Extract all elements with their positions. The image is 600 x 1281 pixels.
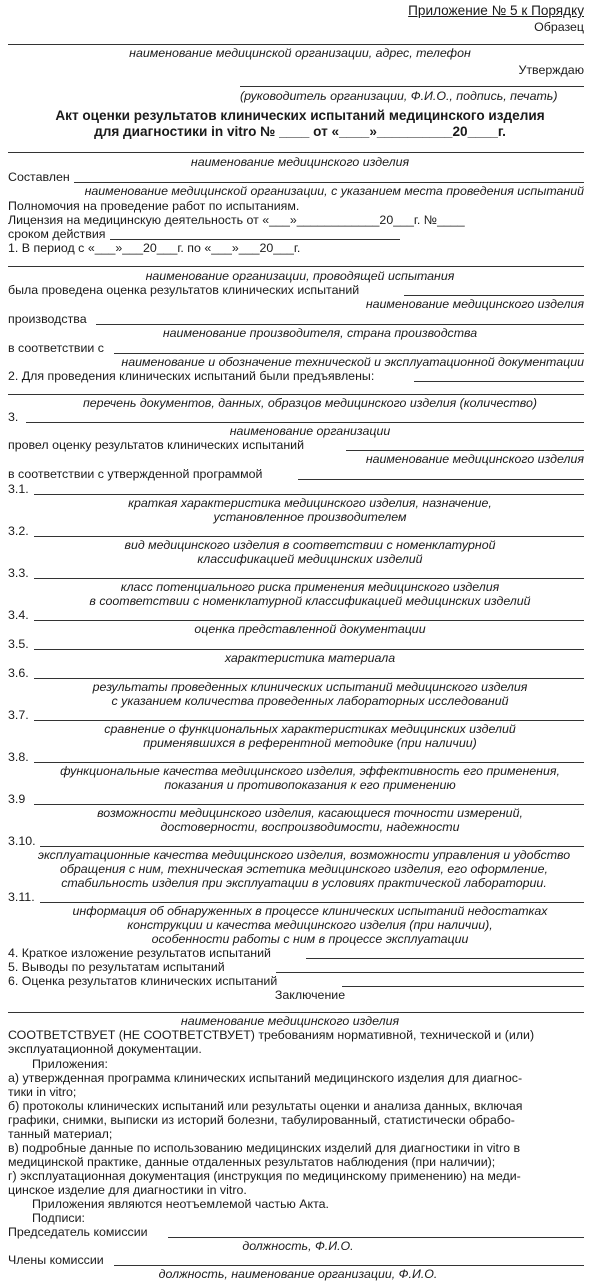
section-3-4-label: 3.4. [8,608,29,622]
attachment-a-2: тики in vitro; [8,1085,77,1099]
complies-text-2: эксплуатационной документации. [8,1042,202,1056]
section-3-11-caption-3: особенности работы с ним в процессе эксплуатации [151,932,469,946]
item-6-text: 6. Оценка результатов клинических испытаний [8,974,278,988]
head-caption: (руководитель организации, Ф.И.О., подпись, печать) [240,89,558,103]
section-3-2-label: 3.2. [8,524,29,538]
section-3-3-caption-2: в соответствии с номенклатурной классификацией медицинских изделий [89,594,531,608]
section-3-4-caption: оценка представленной документации [194,622,426,636]
conclusion-heading: Заключение [274,988,346,1002]
approve-label: Утверждаю [518,63,584,77]
according-label: в соответствии с [8,341,104,355]
section-3-8-caption-2: показания и противопоказания к его применению [164,778,456,792]
attachment-v: в) подробные данные по использованию медицинских изделий для диагностики in vitro в [8,1141,521,1155]
section-3-2-line [34,536,584,537]
section-3-9-line [34,804,584,805]
section-3-5-line [34,649,584,650]
production-label: производства [8,312,87,326]
section-3-3-label: 3.3. [8,566,29,580]
item-2-text: 2. Для проведения клинических испытаний были предъявлены: [8,369,375,383]
item-4-line [306,958,584,959]
section-3-8-caption: функциональные качества медицинского изделия, эффективность его применения, [60,764,560,778]
attachment-g-2: цинское изделие для диагностики in vitro. [8,1183,247,1197]
signatures-heading: Подписи: [32,1211,85,1225]
section-3-5-label: 3.5. [8,637,29,651]
item-1-text: 1. В период с «___»___20___г. по «___»___20___г. [8,241,301,255]
chairman-line [168,1237,584,1238]
validity-label: сроком действия [8,227,106,241]
production-line [96,324,584,325]
conclusion-caption: наименование медицинского изделия [180,1014,400,1028]
validity-line [110,239,400,240]
conducted-text: провел оценку результатов клинических испытаний [8,438,305,452]
section-3-6-caption: результаты проведенных клинических испытаний медицинского изделия [92,680,528,694]
tech-docs-caption: наименование и обозначение технической и эксплуатационной документации [121,355,584,369]
section-3-10-caption-3: стабильность изделия при эксплуатации в условиях практической лаборатории. [61,876,547,890]
item-6-line [342,986,584,987]
document-title-number: для диагностики in vitro № ____ от «____»__________20____г. [94,124,506,139]
item-1-line [8,266,584,267]
section-3-9-caption: возможности медицинского изделия, касающиеся точности измерений, [97,806,523,820]
item-4-text: 4. Краткое изложение результатов испытаний [8,946,271,960]
section-3-11-label: 3.11. [8,890,35,904]
section-3-7-caption: сравнение о функциональных характеристиках медицинских изделий [104,722,516,736]
section-3-11-line [40,902,584,903]
org-line [8,44,584,45]
head-line [240,86,584,87]
section-3-9-caption-2: достоверности, воспроизводимости, надежности [160,820,460,834]
section-3-9-label: 3.9 [8,792,26,806]
evaluation-line [404,295,584,296]
section-3-2-caption-2: классификацией медицинских изделий [197,552,423,566]
complies-text: СООТВЕТСТВУЕТ (НЕ СООТВЕТСТВУЕТ) требованиям нормативной, технической и (или) [8,1028,535,1042]
attachment-b-3: танный материал; [8,1127,113,1141]
item-3-label: 3. [8,410,19,424]
composed-line [74,182,584,183]
powers-text: Полномочия на проведение работ по испытаниям. [8,199,300,213]
license-text: Лицензия на медицинскую деятельность от «___»____________20___г. №____ [8,213,465,227]
attachment-g: г) эксплуатационная документация (инструкция по медицинскому применению) на меди- [8,1169,521,1183]
item-3-line [26,422,584,423]
section-3-6-caption-2: с указанием количества проведенных лабораторных исследований [111,694,509,708]
section-3-1-line [34,494,584,495]
item-2-line [414,381,584,382]
members-label: Члены комиссии [8,1253,104,1267]
section-3-7-line [34,720,584,721]
composed-label: Составлен [8,170,70,184]
section-3-5-caption: характеристика материала [224,651,396,665]
composed-caption: наименование медицинской организации, с указанием места проведения испытаний [84,184,584,198]
evaluation-done-text: была проведена оценка результатов клинических испытаний [8,283,360,297]
according-line [114,353,584,354]
device-caption-3: наименование медицинского изделия [365,452,584,466]
integral-text: Приложения являются неотъемлемой частью Акта. [32,1197,329,1211]
section-3-4-line [34,620,584,621]
device-caption: наименование медицинского изделия [190,155,410,169]
members-caption: должность, наименование организации, Ф.И.О. [158,1267,438,1281]
org-caption: наименование медицинской организации, адрес, телефон [129,46,471,60]
attachment-b-2: графики, снимки, выписки из историй болезни, табулированный, статистически обрабо- [8,1113,515,1127]
item-2-line-b [8,394,584,395]
section-3-3-line [34,578,584,579]
device-caption-2: наименование медицинского изделия [365,297,584,311]
attachment-a: а) утвержденная программа клинических испытаний медицинского изделия для диагнос- [8,1071,523,1085]
section-3-10-line [40,846,584,847]
section-3-8-line [34,762,584,763]
item-3-caption: наименование организации [229,424,391,438]
section-3-1-label: 3.1. [8,482,29,496]
item-2-caption: перечень документов, данных, образцов медицинского изделия (количество) [82,396,538,410]
section-3-6-line [34,678,584,679]
section-3-10-caption: эксплуатационные качества медицинского изделия, возможности управления и удобство [37,848,571,862]
section-3-1-caption: краткая характеристика медицинского изделия, назначение, [128,496,492,510]
item-5-text: 5. Выводы по результатам испытаний [8,960,225,974]
manufacturer-caption: наименование производителя, страна производства [162,326,478,340]
members-line [114,1265,584,1266]
section-3-8-label: 3.8. [8,750,29,764]
chairman-label: Председатель комиссии [8,1225,148,1239]
section-3-11-caption-2: конструкции и качества медицинского изделия (при наличии), [127,918,493,932]
conducted-line [346,450,584,451]
section-3-10-label: 3.10. [8,834,36,848]
per-program-text: в соответствии с утвержденной программой [8,467,263,481]
document-title: Акт оценки результатов клинических испытаний медицинского изделия [55,108,545,123]
per-program-line [298,479,584,480]
attachments-heading: Приложения: [32,1057,108,1071]
section-3-3-caption: класс потенциального риска применения медицинского изделия [120,580,500,594]
appendix-label: Приложение № 5 к Порядку [408,3,584,18]
section-3-1-caption-2: установленное производителем [213,510,407,524]
section-3-10-caption-2: обращения с ним, техническая эстетика медицинского изделия, его оформление, [60,862,548,876]
section-3-2-caption: вид медицинского изделия в соответствии с номенклатурной [124,538,496,552]
device-line [8,152,584,153]
section-3-6-label: 3.6. [8,666,29,680]
attachment-b: б) протоколы клинических испытаний или результаты оценки и анализа данных, включая [8,1099,523,1113]
item-5-line [276,972,584,973]
sample-label: Образец [534,20,584,34]
item-1-caption: наименование организации, проводящей испытания [145,269,455,283]
section-3-7-caption-2: применявшихся в референтной методике (при наличии) [143,736,477,750]
attachment-v-2: медицинской практике, данные отдаленных результатов наблюдения (при наличии); [8,1155,496,1169]
chairman-caption: должность, Ф.И.О. [242,1239,354,1253]
section-3-7-label: 3.7. [8,708,29,722]
section-3-11-caption: информация об обнаруженных в процессе клинических испытаний недостатках [72,904,548,918]
conclusion-line [8,1012,584,1013]
